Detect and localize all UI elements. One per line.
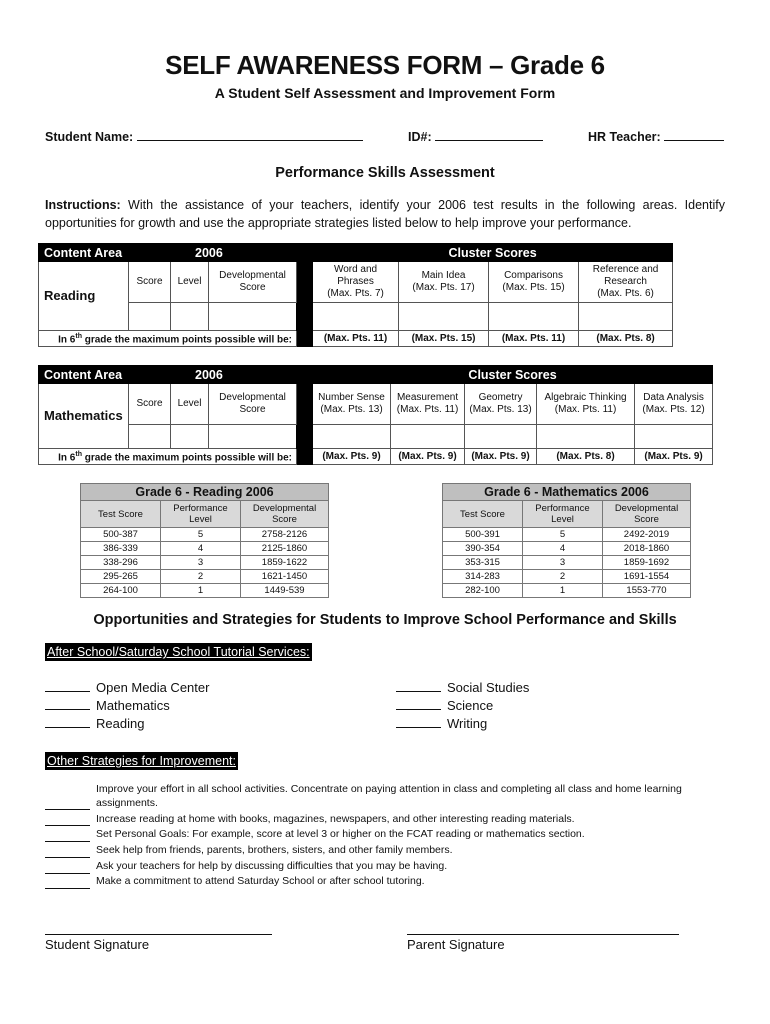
student-signature-line[interactable] bbox=[45, 934, 272, 952]
max-points-value: (Max. Pts. 9) bbox=[635, 449, 713, 465]
parent-signature-label: Parent Signature bbox=[407, 937, 505, 952]
cluster-entry[interactable] bbox=[399, 303, 489, 331]
reading-conversion-table bbox=[80, 483, 329, 598]
hr-teacher-label: HR Teacher: bbox=[588, 130, 661, 144]
id-label: ID#: bbox=[408, 130, 432, 144]
separator bbox=[297, 449, 313, 465]
strategy-blank[interactable] bbox=[45, 888, 90, 889]
table-row: 314-283 2 1691-1554 bbox=[443, 570, 691, 584]
hr-teacher-blank[interactable] bbox=[664, 129, 724, 141]
strategy-item: Make a commitment to attend Saturday School or after school tutoring. bbox=[96, 875, 425, 887]
other-strategies-bar: Other Strategies for Improvement: bbox=[47, 754, 236, 768]
tutorial-option[interactable]: Open Media Center bbox=[45, 679, 209, 697]
table-row: 500-387 5 2758-2126 bbox=[81, 528, 329, 542]
level-entry[interactable] bbox=[171, 303, 209, 331]
strategy-item: Set Personal Goals: For example, score at level 3 or higher on the FCAT reading or mathematics section. bbox=[96, 828, 585, 840]
cluster-entry[interactable] bbox=[313, 303, 399, 331]
cluster-scores-header: Cluster Scores bbox=[313, 366, 713, 384]
checkmark-blank[interactable] bbox=[396, 698, 441, 710]
id-blank[interactable] bbox=[435, 129, 543, 141]
cluster-header: Reference and Research (Max. Pts. 6) bbox=[579, 262, 673, 303]
tutorial-option[interactable]: Reading bbox=[45, 715, 144, 733]
tutorial-option[interactable]: Social Studies bbox=[396, 679, 529, 697]
score-entry[interactable] bbox=[129, 425, 171, 449]
strategy-item: Improve your effort in all school activities. Concentrate on paying attention in class and completing all class and home learning assignments. bbox=[96, 783, 682, 809]
math-conversion-table bbox=[442, 483, 691, 598]
checkmark-blank[interactable] bbox=[45, 716, 90, 728]
cluster-header: Algebraic Thinking (Max. Pts. 11) bbox=[537, 384, 635, 425]
column-header: Performance Level bbox=[161, 501, 241, 528]
year-header: 2006 bbox=[171, 244, 313, 262]
cluster-entry[interactable] bbox=[537, 425, 635, 449]
checkmark-blank[interactable] bbox=[396, 680, 441, 692]
cluster-header: Data Analysis (Max. Pts. 12) bbox=[635, 384, 713, 425]
dev-score-entry[interactable] bbox=[209, 303, 297, 331]
table-row: 264-100 1 1449-539 bbox=[81, 584, 329, 598]
table-row: 390-354 4 2018-1860 bbox=[443, 542, 691, 556]
column-header: Developmental Score bbox=[603, 501, 691, 528]
strategy-blank[interactable] bbox=[45, 841, 90, 842]
student-name-blank[interactable] bbox=[137, 129, 363, 141]
cluster-header: Comparisons (Max. Pts. 15) bbox=[489, 262, 579, 303]
max-points-value: (Max. Pts. 15) bbox=[399, 331, 489, 347]
strategy-item: Increase reading at home with books, magazines, newspapers, and other interesting reading materials. bbox=[96, 813, 575, 825]
level-entry[interactable] bbox=[171, 425, 209, 449]
level-header: Level bbox=[171, 262, 209, 303]
column-header: Test Score bbox=[81, 501, 161, 528]
table-row: 338-296 3 1859-1622 bbox=[81, 556, 329, 570]
instructions bbox=[45, 196, 725, 232]
cluster-header: Main Idea (Max. Pts. 17) bbox=[399, 262, 489, 303]
table-row: 500-391 5 2492-2019 bbox=[443, 528, 691, 542]
level-header: Level bbox=[171, 384, 209, 425]
cluster-entry[interactable] bbox=[489, 303, 579, 331]
separator bbox=[297, 331, 313, 347]
max-points-value: (Max. Pts. 11) bbox=[313, 331, 399, 347]
table-row: 386-339 4 2125-1860 bbox=[81, 542, 329, 556]
max-points-value: (Max. Pts. 11) bbox=[489, 331, 579, 347]
table-row: 295-265 2 1621-1450 bbox=[81, 570, 329, 584]
column-header: Performance Level bbox=[523, 501, 603, 528]
cluster-entry[interactable] bbox=[313, 425, 391, 449]
max-points-value: (Max. Pts. 8) bbox=[579, 331, 673, 347]
strategy-blank[interactable] bbox=[45, 825, 90, 826]
column-header: Developmental Score bbox=[241, 501, 329, 528]
table-row: 353-315 3 1859-1692 bbox=[443, 556, 691, 570]
opportunities-heading: Opportunities and Strategies for Students to Improve School Performance and Skills bbox=[93, 612, 677, 628]
cluster-entry[interactable] bbox=[635, 425, 713, 449]
student-name-field bbox=[45, 129, 363, 144]
tutorial-services-bar: After School/Saturday School Tutorial Services: bbox=[47, 645, 310, 659]
form-subtitle: A Student Self Assessment and Improvement Form bbox=[214, 85, 556, 101]
separator bbox=[297, 384, 313, 449]
strategy-item: Ask your teachers for help by discussing difficulties that you may be having. bbox=[96, 860, 448, 872]
score-entry[interactable] bbox=[129, 303, 171, 331]
score-header: Score bbox=[129, 384, 171, 425]
id-field bbox=[408, 129, 543, 144]
max-points-value: (Max. Pts. 9) bbox=[391, 449, 465, 465]
max-points-value: (Max. Pts. 8) bbox=[537, 449, 635, 465]
max-points-label: In 6th grade the maximum points possible will be: bbox=[39, 449, 297, 465]
math-scores-table bbox=[38, 365, 713, 465]
checkmark-blank[interactable] bbox=[45, 698, 90, 710]
strategy-blank[interactable] bbox=[45, 809, 90, 810]
performance-heading: Performance Skills Assessment bbox=[275, 165, 495, 181]
parent-signature-line[interactable] bbox=[407, 934, 679, 952]
cluster-header: Geometry (Max. Pts. 13) bbox=[465, 384, 537, 425]
max-points-value: (Max. Pts. 9) bbox=[313, 449, 391, 465]
cluster-scores-header: Cluster Scores bbox=[313, 244, 673, 262]
hr-teacher-field bbox=[588, 129, 724, 144]
student-signature-label: Student Signature bbox=[45, 937, 150, 952]
max-points-value: (Max. Pts. 9) bbox=[465, 449, 537, 465]
tutorial-option[interactable]: Mathematics bbox=[45, 697, 170, 715]
max-points-label: In 6th grade the maximum points possible will be: bbox=[39, 331, 297, 347]
dev-score-entry[interactable] bbox=[209, 425, 297, 449]
strategy-blank[interactable] bbox=[45, 857, 90, 858]
conversion-title: Grade 6 - Reading 2006 bbox=[81, 484, 329, 501]
instructions-label: Instructions: bbox=[45, 198, 121, 212]
separator bbox=[297, 262, 313, 331]
column-header: Test Score bbox=[443, 501, 523, 528]
strategy-item: Seek help from friends, parents, brothers, sisters, and other family members. bbox=[96, 844, 453, 856]
year-header: 2006 bbox=[171, 366, 313, 384]
strategy-blank[interactable] bbox=[45, 873, 90, 874]
cluster-header: Measurement (Max. Pts. 11) bbox=[391, 384, 465, 425]
student-name-label: Student Name: bbox=[45, 130, 134, 144]
content-area-header: Content Area bbox=[39, 244, 171, 262]
dev-score-header: Developmental Score bbox=[209, 384, 297, 425]
score-header: Score bbox=[129, 262, 171, 303]
tutorial-option[interactable]: Science bbox=[396, 697, 493, 715]
cluster-entry[interactable] bbox=[579, 303, 673, 331]
conversion-title: Grade 6 - Mathematics 2006 bbox=[443, 484, 691, 501]
cluster-entry[interactable] bbox=[391, 425, 465, 449]
tutorial-option[interactable]: Writing bbox=[396, 715, 487, 733]
cluster-header: Word and Phrases (Max. Pts. 7) bbox=[313, 262, 399, 303]
instructions-text: With the assistance of your teachers, identify your 2006 test results in the following areas. Identify opportunities for growth and use the appropriate strategies listed below to help improve your performance. bbox=[45, 198, 725, 230]
reading-area-label: Reading bbox=[39, 262, 129, 331]
content-area-header: Content Area bbox=[39, 366, 171, 384]
dev-score-header: Developmental Score bbox=[209, 262, 297, 303]
math-area-label: Mathematics bbox=[39, 384, 129, 449]
cluster-entry[interactable] bbox=[465, 425, 537, 449]
form-title: SELF AWARENESS FORM – Grade 6 bbox=[165, 50, 605, 80]
checkmark-blank[interactable] bbox=[45, 680, 90, 692]
table-row: 282-100 1 1553-770 bbox=[443, 584, 691, 598]
cluster-header: Number Sense (Max. Pts. 13) bbox=[313, 384, 391, 425]
reading-scores-table bbox=[38, 243, 673, 347]
checkmark-blank[interactable] bbox=[396, 716, 441, 728]
